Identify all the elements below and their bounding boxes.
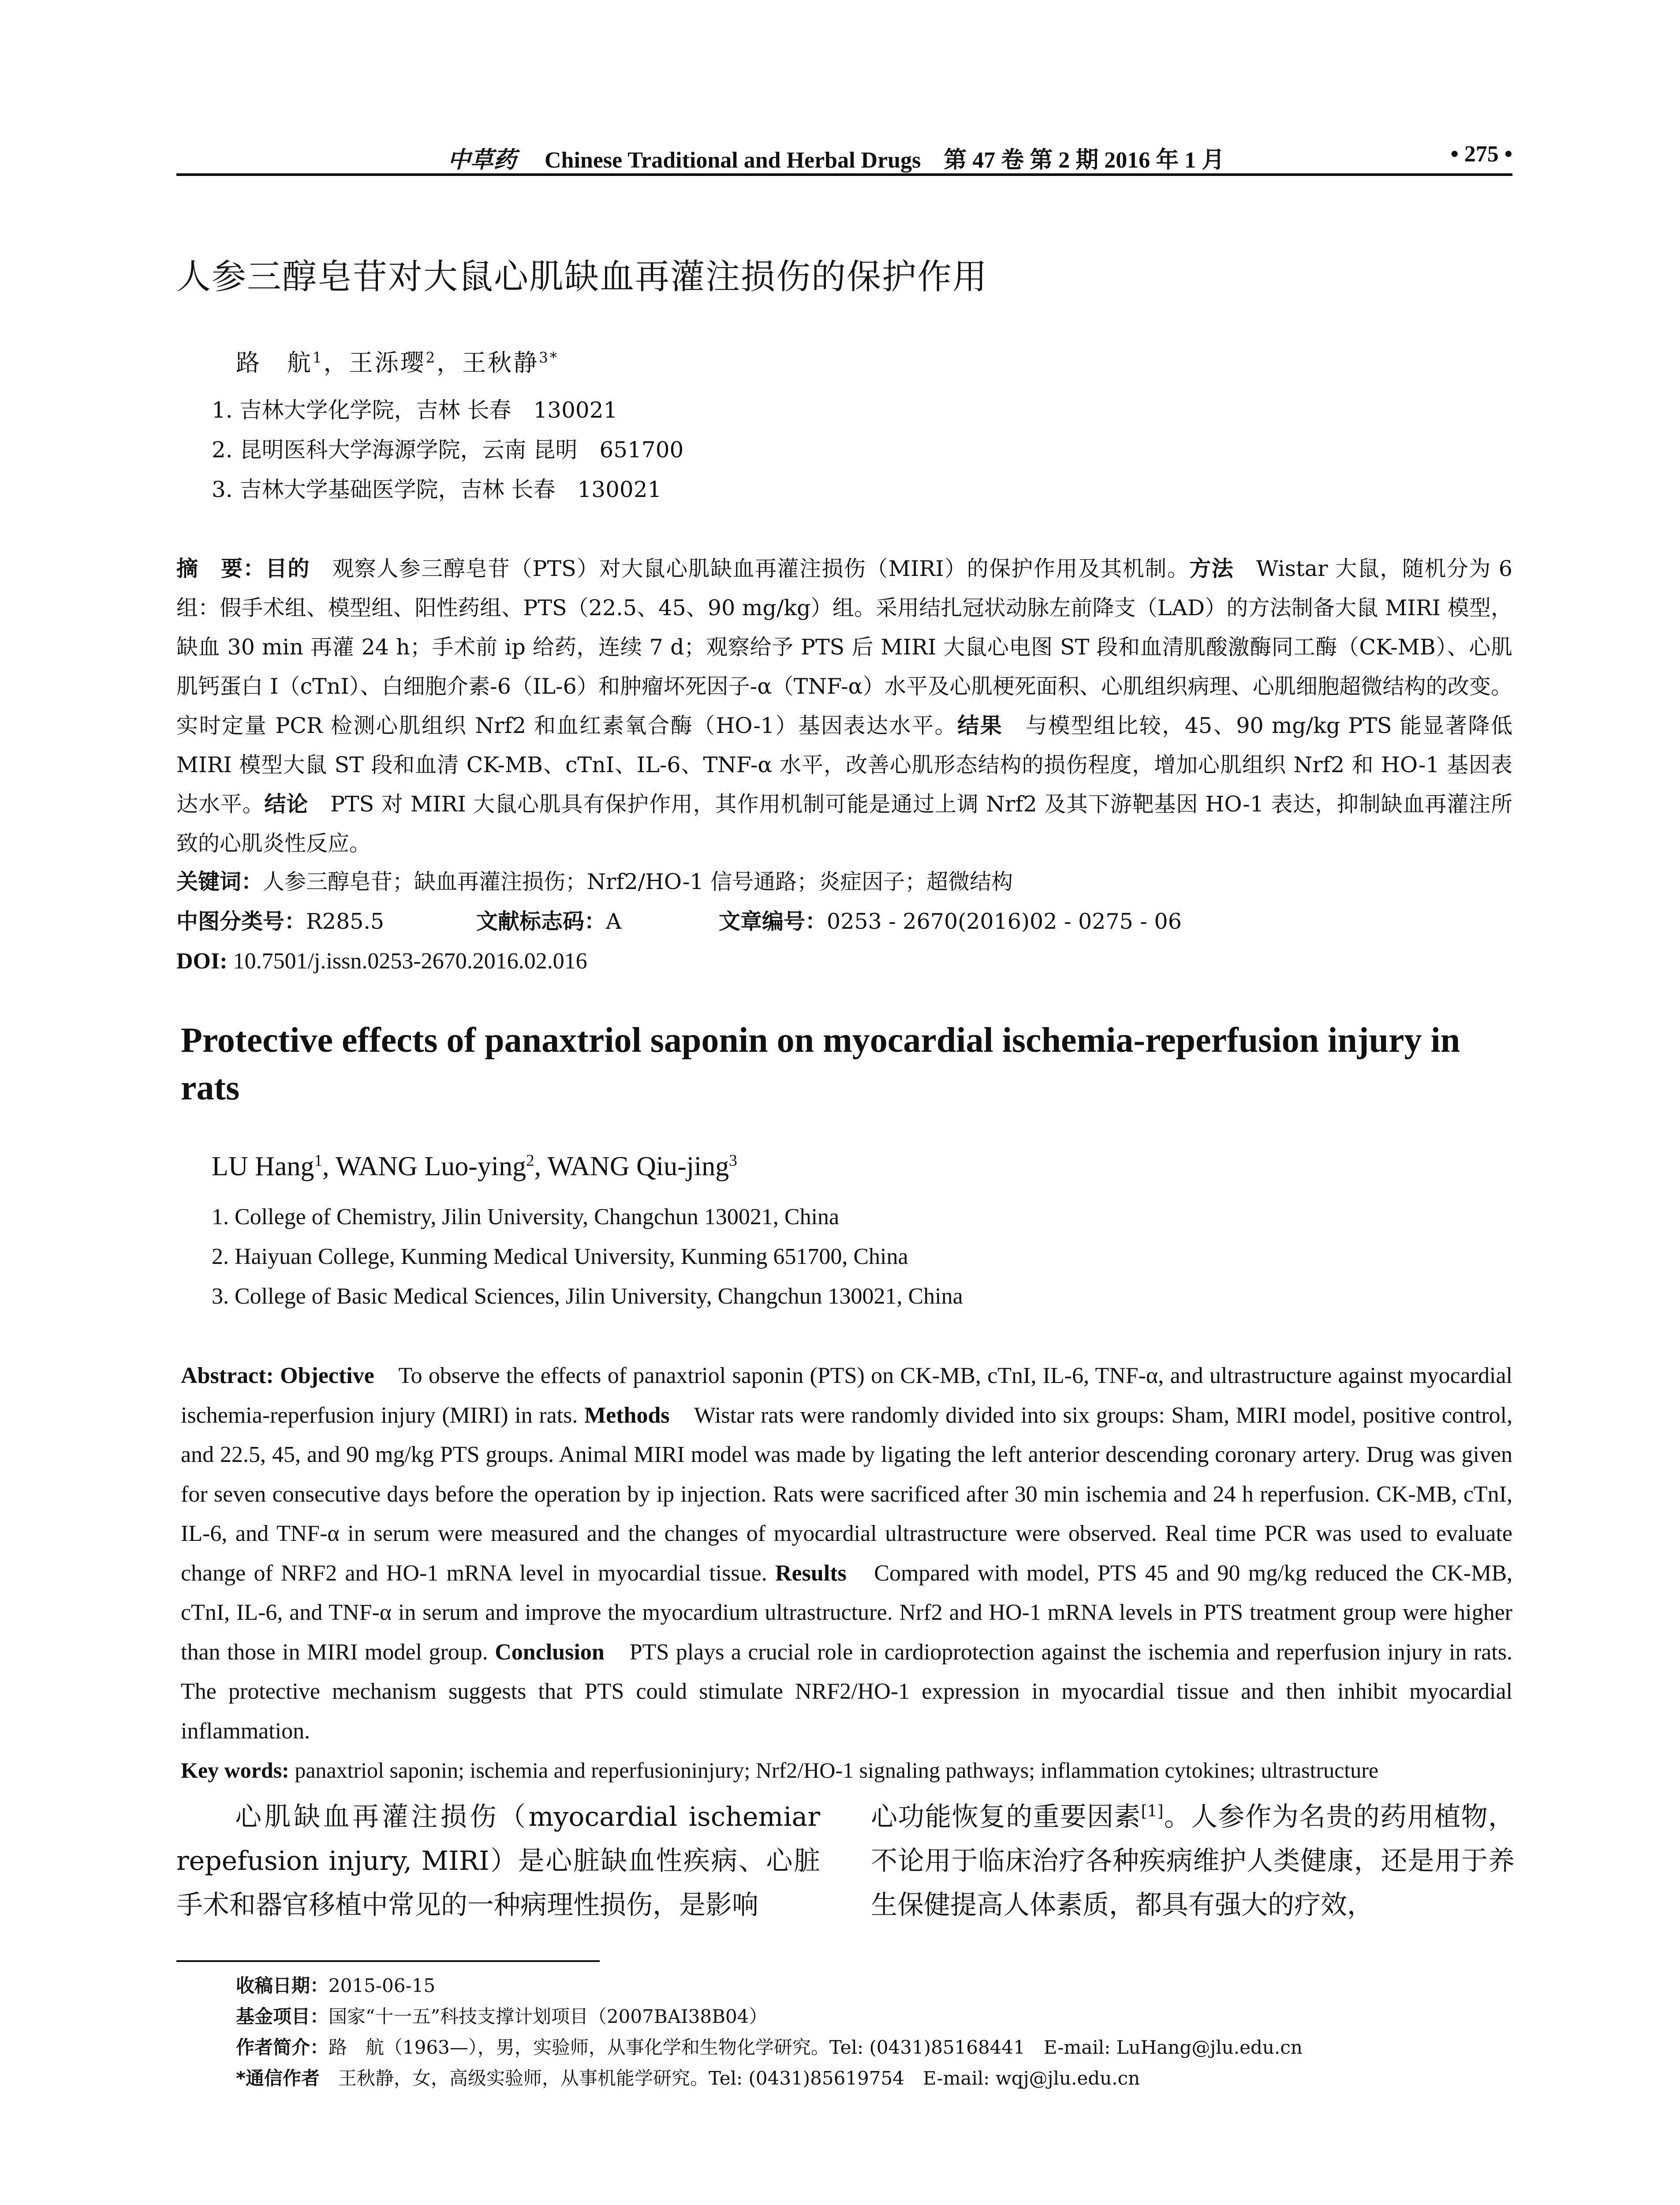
footnote-label: *通信作者 [236, 2067, 320, 2089]
chinese-authors [236, 344, 559, 378]
footnote-text: 2015-06-15 [329, 1975, 436, 1996]
keywords-text: panaxtriol saponin; ischemia and reperfusioninjury; Nrf2/HO-1 signaling pathways; inflammation cytokines; ultrastructure [289, 1758, 1379, 1783]
chinese-affiliation: 1. 吉林大学化学院，吉林 长春 130021 [212, 397, 618, 423]
abstract-objective-label: Abstract: Objective [181, 1363, 374, 1388]
header-rule [176, 173, 1512, 176]
chinese-title: 人参三醇皂苷对大鼠心肌缺血再灌注损伤的保护作用 [176, 257, 988, 297]
results-text: 与模型组比较，45、90 mg/kg PTS 能显著降低 MIRI 模型大鼠 ST 段和血清 CK-MB、cTnI、IL-6、TNF-α 水平，改善心肌形态结构的损伤程度，增加心肌组织 Nrf2 和 HO-1 基因表达水平。 [176, 713, 1512, 817]
footnote-fund [236, 2002, 767, 2029]
results-label: Results [775, 1560, 847, 1586]
affiliation-marker: 1 [313, 349, 324, 366]
conclusion-text: PTS 对 MIRI 大鼠心肌具有保护作用，其作用机制可能是通过上调 Nrf2 及其下游靶基因 HO-1 表达，抑制缺血再灌注所致的心肌炎性反应。 [176, 792, 1512, 856]
conclusion-text: PTS plays a crucial role in cardioprotection against the ischemia and reperfusion injury in rats. The protective mechanism suggests that PTS could stimulate NRF2/HO-1 expression in myocardial tissue and then inhibit myocardial inflammation. [181, 1639, 1512, 1744]
results-label: 结果 [957, 713, 1003, 738]
methods-text: Wistar 大鼠，随机分为 6 组：假手术组、模型组、阳性药组、PTS（22.5、45、90 mg/kg）组。采用结扎冠状动脉左前降支（LAD）的方法制备大鼠 MIRI 模型，缺血 30 min 再灌 24 h；手术前 ip 给药，连续 7 d；观察给予 PTS 后 MIRI 大鼠心电图 ST 段和血清肌酸激酶同工酶（CK-MB）、心肌肌钙蛋白 I（cTnI）、白细胞介素-6（IL-6）和肿瘤坏死因子-α（TNF-α）水平及心肌梗死面积、心肌组织病理、心肌细胞超微结构的改变。实时定量 PCR 检测心肌组织 Nrf2 和血红素氧合酶（HO-1）基因表达水平。 [176, 556, 1512, 738]
footnote-received [236, 1971, 435, 1998]
body-text: 。人参作为名贵的药用植物，不论用于临床治疗各种疾病维护人类健康，还是用于养生保健提高人体素质，都具有强大的疗效， [871, 1801, 1515, 1921]
author-separator: , [322, 1151, 336, 1181]
doc-code-label: 文献标志码：A [476, 909, 622, 934]
reference-marker[interactable]: [1] [1141, 1802, 1164, 1820]
body-column-left: 心肌缺血再灌注损伤（myocardial ischemiar repefusion injury, MIRI）是心脏缺血性疾病、心脏手术和器官移植中常见的一种病理性损伤，是影响 [176, 1801, 820, 1921]
english-keywords [181, 1751, 1512, 1790]
author-name: 王泺璎 [349, 349, 426, 377]
chinese-affiliation: 2. 昆明医科大学海源学院，云南 昆明 651700 [212, 437, 684, 463]
english-affiliation: 1. College of Chemistry, Jilin University, Changchun 130021, China [212, 1204, 840, 1230]
author-separator: , [534, 1151, 548, 1181]
affiliation-marker: 1 [314, 1151, 323, 1170]
methods-label: 方法 [1189, 556, 1234, 581]
objective-text: To observe the effects of panaxtriol saponin (PTS) on CK-MB, cTnI, IL-6, TNF-α, and ultrastructure against myocardial ischemia-reperfusion injury (MIRI) in rats. [181, 1363, 1512, 1428]
english-authors [212, 1151, 737, 1182]
author-name: WANG Luo-ying [335, 1151, 526, 1181]
english-affiliation: 3. College of Basic Medical Sciences, Jilin University, Changchun 130021, China [212, 1284, 963, 1309]
clc-value: R285.5 [306, 909, 385, 934]
objective-text: 观察人参三醇皂苷（PTS）对大鼠心肌缺血再灌注损伤（MIRI）的保护作用及其机制。 [310, 556, 1190, 581]
journal-citation: Chinese Traditional and Herbal Drugs 第 47 卷 第 2 期 2016 年 1 月 [545, 148, 1225, 173]
abstract-label: 摘 要： [176, 556, 265, 581]
affiliation-marker: 3* [539, 349, 559, 366]
footnote-author [236, 2033, 1303, 2059]
footnote-text: 王秋静，女，高级实验师，从事机能学研究。Tel: (0431)85619754 E-mail: wqj@jlu.edu.cn [319, 2067, 1140, 2089]
footnote-text: 路 航（1963—），男，实验师，从事化学和生物化学研究。Tel: (0431)85168441 E-mail: LuHang@jlu.edu.cn [329, 2037, 1303, 2058]
author-name: LU Hang [212, 1151, 314, 1181]
footnote-label: 基金项目： [236, 2006, 329, 2027]
affiliation-marker: 2 [426, 349, 437, 366]
footnote-corresponding [236, 2064, 1140, 2090]
footnote-rule [176, 1960, 600, 1962]
article-number-value: 0253 - 2670(2016)02 - 0275 - 06 [827, 909, 1182, 934]
english-title: Protective effects of panaxtriol saponin on myocardial ischemia-reperfusion injury in rats [181, 1021, 1460, 1107]
doc-code-value: A [606, 909, 622, 934]
chinese-keywords [176, 862, 1512, 901]
english-abstract [181, 1356, 1512, 1751]
keywords-label: 关键词： [176, 869, 263, 894]
chinese-abstract [176, 549, 1512, 863]
objective-label: 目的 [265, 556, 310, 581]
body-column-right [871, 1795, 1515, 1927]
affiliation-marker: 3 [729, 1151, 737, 1170]
keywords-text: 人参三醇皂苷；缺血再灌注损伤；Nrf2/HO-1 信号通路；炎症因子；超微结构 [263, 869, 1013, 894]
author-separator: ， [437, 349, 463, 377]
methods-text: Wistar rats were randomly divided into six groups: Sham, MIRI model, positive control, and 22.5, 45, and 90 mg/kg PTS groups. Animal MIRI model was made by ligating the left anterior descending coronary artery. Drug was given for seven consecutive days before the operation by ip injection. Rats were sacrificed after 30 min ischemia and 24 h reperfusion. CK-MB, cTnI, IL-6, and TNF-α in serum were measured and the changes of myocardial ultrastructure were observed. Real time PCR was used to evaluate change of NRF2 and HO-1 mRNA level in myocardial tissue. [181, 1402, 1512, 1586]
page-number: • 275 • [1450, 142, 1512, 167]
conclusion-label: 结论 [264, 792, 309, 817]
methods-label: Methods [584, 1402, 670, 1428]
author-name: WANG Qiu-jing [547, 1151, 729, 1181]
journal-logo: 中草药 [448, 146, 517, 173]
footnote-label: 收稿日期： [236, 1975, 329, 1996]
author-name: 王秋静 [462, 349, 539, 377]
classification-line [176, 902, 1512, 941]
keywords-label: Key words: [181, 1758, 289, 1783]
author-separator: ， [323, 349, 349, 377]
footnote-text: 国家“十一五”科技支撑计划项目（2007BAI38B04） [329, 2006, 768, 2027]
footnote-label: 作者简介： [236, 2037, 329, 2058]
body-text: 心功能恢复的重要因素 [871, 1801, 1141, 1832]
running-header [176, 141, 1512, 173]
doi-value: 10.7501/j.issn.0253-2670.2016.02.016 [227, 949, 587, 974]
affiliation-marker: 2 [526, 1151, 534, 1170]
chinese-affiliation: 3. 吉林大学基础医学院，吉林 长春 130021 [212, 477, 662, 502]
article-number-label: 文章编号：0253 - 2670(2016)02 - 0275 - 06 [719, 909, 1182, 934]
doi-label: DOI: [176, 949, 228, 974]
doi-line [176, 942, 1512, 981]
clc-label: 中图分类号： [176, 909, 306, 934]
english-affiliation: 2. Haiyuan College, Kunming Medical University, Kunming 651700, China [212, 1244, 908, 1269]
conclusion-label: Conclusion [495, 1639, 605, 1665]
results-text: Compared with model, PTS 45 and 90 mg/kg reduced the CK-MB, cTnI, IL-6, and TNF-α in serum and improve the myocardium ultrastructure. Nrf2 and HO-1 mRNA levels in PTS treatment group were higher than those in MIRI model group. [181, 1560, 1512, 1665]
author-name: 路 航 [236, 349, 313, 377]
